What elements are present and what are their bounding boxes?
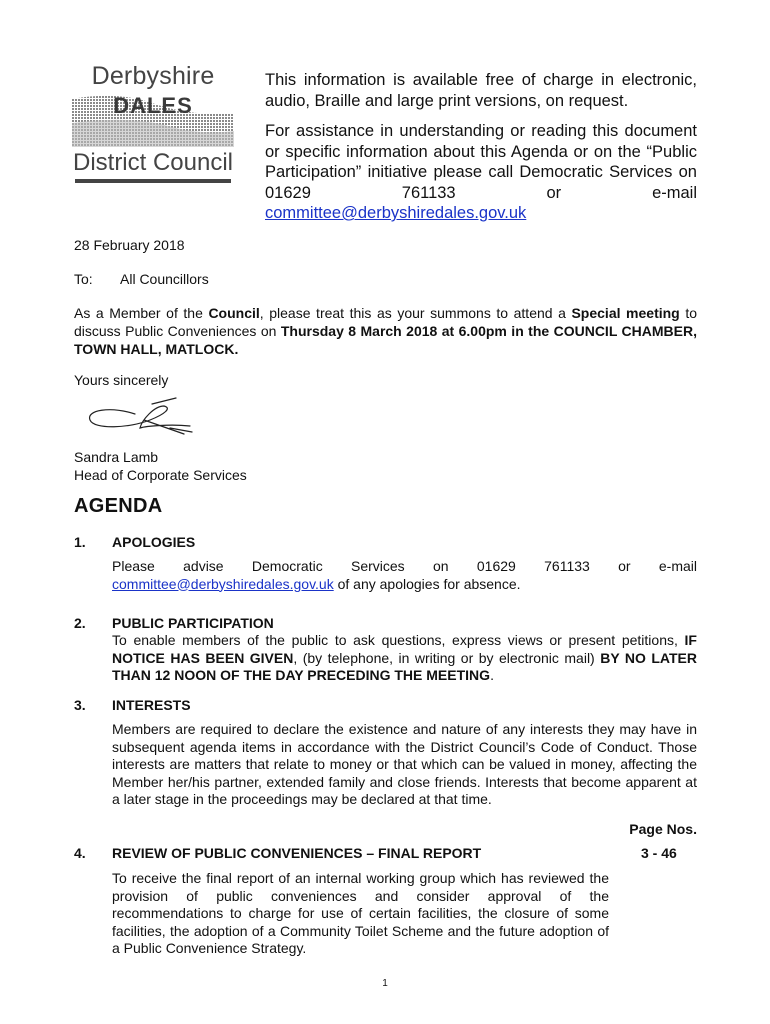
- item-1-line-2-text: of any apologies for absence.: [333, 575, 521, 592]
- letter-date: 28 February 2018: [74, 237, 185, 253]
- notice-paragraph-2: [265, 121, 697, 224]
- logo-dales: DALES: [113, 93, 193, 118]
- agenda-item-1: [74, 534, 697, 594]
- signer-title: Head of Corporate Services: [74, 467, 247, 483]
- committee-email-link[interactable]: committee@derbyshiredales.gov.uk: [265, 204, 527, 222]
- logo-hills: [72, 93, 234, 147]
- page-nos-label: Page Nos.: [629, 821, 697, 837]
- item-body: [112, 558, 697, 593]
- summons-bold-2: Special meeting: [571, 305, 680, 321]
- summons-text-2: , please treat this as your summons to attend a: [259, 305, 572, 321]
- logo-derbyshire: Derbyshire: [91, 62, 215, 90]
- notice-paragraph-2-text: For assistance in understanding or reading this document or specific information about this Agenda or on the “Public Participation” initiative please call Democratic Services on 01629 761133 or e-mail: [265, 122, 697, 202]
- summons-text-3: to discuss Public Conveniences on: [74, 305, 697, 339]
- agenda-heading: AGENDA: [74, 495, 163, 517]
- item-2-text-1: To enable members of the public to ask questions, express views or present petitions,: [112, 632, 685, 648]
- item-number: 2.: [74, 615, 86, 631]
- signature-image: [80, 396, 200, 446]
- signer-block: [74, 448, 247, 484]
- item-2-bold-1: IF NOTICE HAS BEEN GIVEN: [112, 632, 697, 666]
- page-number: 1: [382, 978, 388, 989]
- closing-salutation: Yours sincerely: [74, 372, 169, 388]
- notice-paragraph-1: This information is available free of charge in electronic, audio, Braille and large print versions, on request.: [265, 71, 697, 110]
- recipient-line: [74, 271, 209, 287]
- item-4-page-range: 3 - 46: [641, 845, 677, 861]
- item-number: 1.: [74, 534, 86, 550]
- summons-text-1: As a Member of the: [74, 305, 209, 321]
- item-heading: PUBLIC PARTICIPATION: [112, 615, 274, 631]
- agenda-item-2: [74, 615, 697, 685]
- summons-paragraph: [74, 304, 697, 358]
- agenda-item-3: [74, 697, 697, 817]
- logo-district-council: District Council: [72, 149, 234, 176]
- item-body: [112, 632, 697, 685]
- item-number: 4.: [74, 845, 86, 861]
- item-2-bold-2: BY NO LATER THAN 12 NOON OF THE DAY PRECEDING THE MEETING: [112, 649, 697, 683]
- signer-name: Sandra Lamb: [74, 449, 159, 465]
- to-label: To:: [74, 271, 93, 287]
- summons-bold-3: Thursday 8 March 2018 at 6.00pm in the COUNCIL CHAMBER, TOWN HALL, MATLOCK.: [74, 323, 697, 357]
- item-1-line-1: Please advise Democratic Services on 01629 761133 or e-mail: [112, 558, 697, 574]
- summons-bold-1: Council: [208, 305, 260, 321]
- accessibility-notice: [265, 70, 697, 234]
- item-heading: INTERESTS: [112, 697, 191, 713]
- item-heading: REVIEW OF PUBLIC CONVENIENCES – FINAL REPORT: [112, 845, 482, 861]
- item-body: To receive the final report of an internal working group which has reviewed the provision of public conveniences and consider approval of the recommendations to charge for use of certain facilities, the closure of some facilities, the adoption of a Community Toilet Scheme and the future adoption of a Public Convenience Strategy.: [112, 870, 609, 956]
- item-heading: APOLOGIES: [112, 534, 196, 550]
- to-value: All Councillors: [120, 271, 209, 287]
- item-2-text-2: , (by telephone, in writing or by electronic mail): [293, 649, 601, 666]
- logo-underline: [75, 179, 231, 183]
- item-1-line-2: [112, 576, 697, 594]
- apologies-email-link[interactable]: committee@derbyshiredales.gov.uk: [112, 575, 334, 592]
- item-number: 3.: [74, 697, 86, 713]
- council-logo: [72, 62, 234, 182]
- agenda-item-4: [74, 845, 697, 955]
- item-2-text-3: .: [490, 667, 494, 683]
- item-body: Members are required to declare the existence and nature of any interests they may have in subsequent agenda items in accordance with the District Council’s Code of Conduct. Those interests are matters that relate to money or that which can be valued in money, affecting the Member her/his partner, extended family and close friends. Interests that become apparent at a later stage in the proceedings may be declared at that time.: [112, 721, 697, 807]
